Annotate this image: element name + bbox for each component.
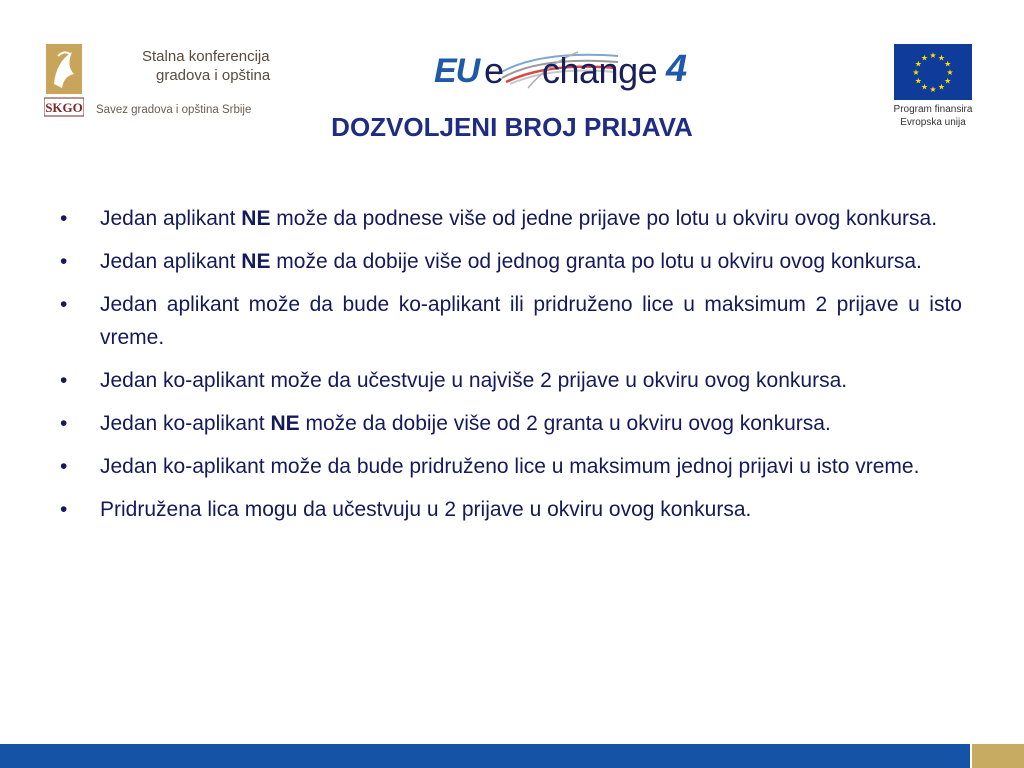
eu-star-icon: ★ <box>946 68 954 77</box>
footer-bar-gold <box>972 744 1024 768</box>
bullet-text: Jedan aplikant može da bude ko-aplikant ili pridruženo lice u maksimum 2 prijave u isto vreme. <box>100 293 962 349</box>
bullet-item <box>58 493 962 526</box>
eu-star-icon: ★ <box>920 82 929 92</box>
eu-stars-icon <box>894 44 972 100</box>
bullet-dot-icon: • <box>60 455 68 478</box>
eu-star-icon: ★ <box>920 53 929 63</box>
eu-flag-caption-line1: Program finansira <box>893 104 973 115</box>
bullet-text: Jedan aplikant <box>100 250 242 273</box>
eu-star-icon: ★ <box>912 68 920 77</box>
eu-star-icon: ★ <box>944 76 952 86</box>
bullet-text: može da dobije više od jednog granta po lotu u okviru ovog konkursa. <box>270 250 922 273</box>
bullet-dot-icon: • <box>60 293 68 316</box>
skgo-emblem-icon <box>44 44 84 118</box>
skgo-line1: Stalna konferencija <box>142 48 270 65</box>
exchange-logo-change: change <box>542 50 658 91</box>
bullet-text: Jedan aplikant <box>100 207 242 230</box>
skgo-emblem-text: SKGO <box>45 100 83 115</box>
bullet-dot-icon: • <box>60 369 68 392</box>
skgo-line3: Savez gradova i opština Srbije <box>96 104 252 116</box>
bullet-text: Jedan ko-aplikant može da učestvuje u najviše 2 prijave u okviru ovog konkursa. <box>100 369 848 392</box>
eu-exchange-logo <box>432 44 702 102</box>
eu-star-icon: ★ <box>914 76 922 86</box>
exchange-logo-e: e <box>484 50 505 91</box>
bullet-item <box>58 450 962 483</box>
bullet-dot-icon: • <box>60 250 68 273</box>
exchange-logo-eu: EU <box>434 52 480 90</box>
skgo-line2: gradova i opština <box>156 67 271 84</box>
bullet-item <box>58 202 962 235</box>
bullet-item <box>58 364 962 397</box>
bullet-text: Jedan ko-aplikant <box>100 412 271 435</box>
bullet-dot-icon: • <box>60 207 68 230</box>
bullet-emphasis: NE <box>241 207 271 230</box>
eu-star-icon: ★ <box>929 85 937 94</box>
bullet-item <box>58 245 962 278</box>
bullet-item <box>58 407 962 440</box>
exchange-logo-number: 4 <box>666 48 688 90</box>
bullet-text: Jedan ko-aplikant može da bude pridruženo lice u maksimum jednoj prijavi u isto vreme. <box>100 455 920 478</box>
bullet-list <box>58 202 962 536</box>
eu-flag-icon <box>894 44 972 100</box>
eu-star-icon: ★ <box>914 59 922 69</box>
eu-star-icon: ★ <box>937 53 946 63</box>
bullet-text: može da podnese više od jedne prijave po lotu u okviru ovog konkursa. <box>270 207 938 230</box>
page-title: DOZVOLJENI BROJ PRIJAVA <box>331 112 693 142</box>
eu-star-icon: ★ <box>944 59 952 69</box>
bullet-text: može da dobije više od 2 granta u okviru ovog konkursa. <box>299 412 831 435</box>
eu-star-icon: ★ <box>929 51 937 60</box>
bullet-emphasis: NE <box>241 250 271 273</box>
eu-star-icon: ★ <box>937 82 946 92</box>
bullet-dot-icon: • <box>60 412 68 435</box>
bullet-text: Pridružena lica mogu da učestvuju u 2 prijave u okviru ovog konkursa. <box>100 498 752 521</box>
bullet-item <box>58 288 962 354</box>
bullet-emphasis: NE <box>270 412 300 435</box>
footer-bar-blue <box>0 744 970 768</box>
bullet-dot-icon: • <box>60 498 68 521</box>
eu-flag-caption-line2: Evropska unija <box>900 117 966 128</box>
